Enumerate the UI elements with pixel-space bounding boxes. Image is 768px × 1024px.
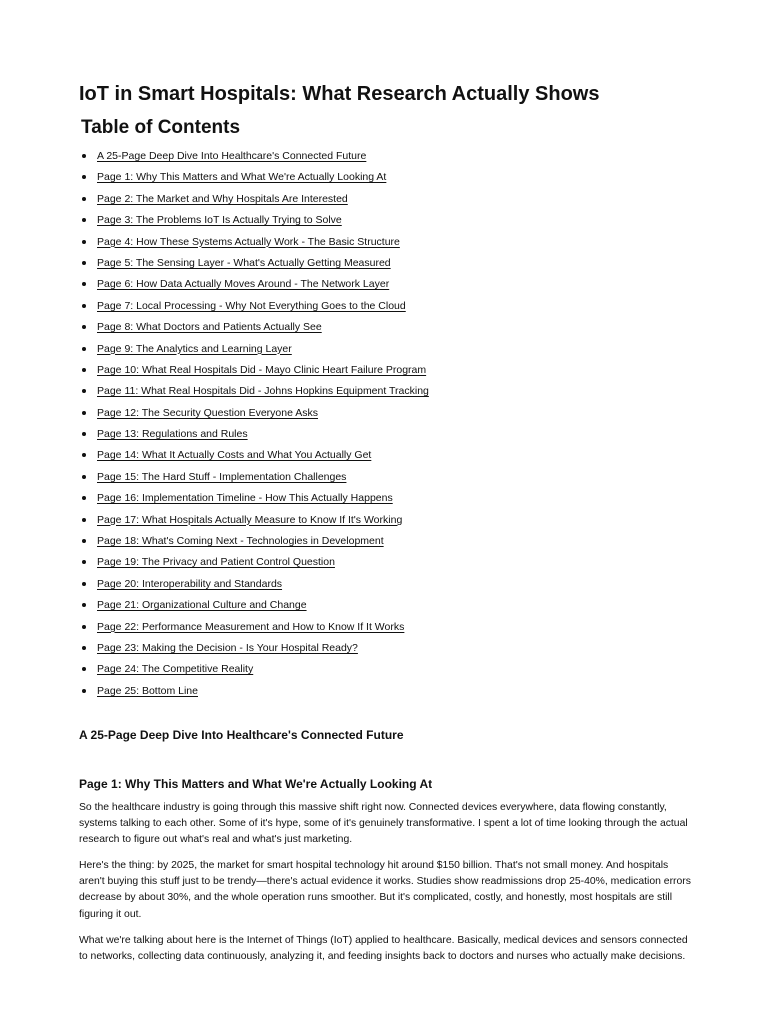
toc-item <box>97 341 429 362</box>
toc-link-page-18[interactable]: Page 18: What's Coming Next - Technologies in Development <box>97 535 384 548</box>
toc-item <box>97 255 429 276</box>
toc-link-page-24[interactable]: Page 24: The Competitive Reality <box>97 663 254 676</box>
toc-item <box>97 148 429 169</box>
toc-link-page-8[interactable]: Page 8: What Doctors and Patients Actually See <box>97 321 322 334</box>
toc-item <box>97 554 429 575</box>
toc-item <box>97 234 429 255</box>
toc-item <box>97 212 429 233</box>
toc-item <box>97 383 429 404</box>
toc-link-page-15[interactable]: Page 15: The Hard Stuff - Implementation Challenges <box>97 470 347 483</box>
toc-link-page-25[interactable]: Page 25: Bottom Line <box>97 684 198 697</box>
toc-link-page-21[interactable]: Page 21: Organizational Culture and Change <box>97 599 307 612</box>
toc-heading: Table of Contents <box>81 117 241 138</box>
toc-item <box>97 447 429 468</box>
toc-link-page-19[interactable]: Page 19: The Privacy and Patient Control Question <box>97 556 335 569</box>
toc-item <box>97 169 429 190</box>
toc-link-page-11[interactable]: Page 11: What Real Hospitals Did - Johns Hopkins Equipment Tracking <box>97 385 429 398</box>
body-paragraph: What we're talking about here is the Internet of Things (IoT) applied to healthcare. Basically, medical devices and sensors connected to networks, collecting data continuously, analyzing it, and feeding insights back to doctors and nurses who actually make decisions. <box>79 935 688 963</box>
toc-link-intro[interactable]: A 25-Page Deep Dive Into Healthcare's Connected Future <box>97 150 367 162</box>
toc-item <box>97 362 429 383</box>
toc-item <box>97 276 429 297</box>
toc-item <box>97 576 429 597</box>
toc-link-page-22[interactable]: Page 22: Performance Measurement and How to Know If It Works <box>97 620 405 633</box>
toc-item <box>97 405 429 426</box>
body-paragraph: So the healthcare industry is going through this massive shift right now. Connected devices everywhere, data flowing constantly, systems talking to each other. Some of it's hype, some of it's genuinely transformative. I spent a lot of time looking through the actual research to figure out what's real and what's just marketing. <box>79 802 688 846</box>
toc-link-page-14[interactable]: Page 14: What It Actually Costs and What You Actually Get <box>97 449 372 462</box>
toc-link-page-6[interactable]: Page 6: How Data Actually Moves Around - The Network Layer <box>97 278 390 291</box>
toc-item <box>97 533 429 554</box>
toc-item <box>97 426 429 447</box>
toc-item <box>97 490 429 511</box>
toc-link-page-10[interactable]: Page 10: What Real Hospitals Did - Mayo Clinic Heart Failure Program <box>97 363 427 376</box>
toc-item <box>97 512 429 533</box>
toc-item <box>97 469 429 490</box>
toc-link-page-7[interactable]: Page 7: Local Processing - Why Not Everything Goes to the Cloud <box>97 299 406 312</box>
toc-item <box>97 619 429 640</box>
toc-link-page-20[interactable]: Page 20: Interoperability and Standards <box>97 577 283 590</box>
toc-link-page-13[interactable]: Page 13: Regulations and Rules <box>97 428 248 441</box>
toc-link-page-1[interactable]: Page 1: Why This Matters and What We're Actually Looking At <box>97 171 387 184</box>
toc-link-page-4[interactable]: Page 4: How These Systems Actually Work - The Basic Structure <box>97 235 400 248</box>
toc-link-page-17[interactable]: Page 17: What Hospitals Actually Measure to Know If It's Working <box>97 513 403 526</box>
toc-item <box>97 597 429 618</box>
toc-item <box>97 191 429 212</box>
toc-link-page-3[interactable]: Page 3: The Problems IoT Is Actually Trying to Solve <box>97 214 342 227</box>
toc-item <box>97 683 429 704</box>
toc-item <box>97 319 429 340</box>
body-paragraph: Here's the thing: by 2025, the market for smart hospital technology hit around $150 billion. That's not small money. And hospitals aren't buying this stuff just to be trendy—there's actual evidence it works. Studies show readmissions drop 25-40%, medication errors decrease by about 30%, and the whole operation runs smoother. But it's complicated, costly, and honestly, most hospitals are still figuring it out. <box>79 860 691 920</box>
toc-link-page-5[interactable]: Page 5: The Sensing Layer - What's Actually Getting Measured <box>97 256 391 269</box>
toc-link-page-2[interactable]: Page 2: The Market and Why Hospitals Are Interested <box>97 192 348 205</box>
toc-item <box>97 640 429 661</box>
toc-link-page-16[interactable]: Page 16: Implementation Timeline - How This Actually Happens <box>97 492 393 505</box>
toc-link-page-23[interactable]: Page 23: Making the Decision - Is Your Hospital Ready? <box>97 641 358 654</box>
page-1-section-heading: Page 1: Why This Matters and What We're Actually Looking At <box>79 777 433 791</box>
toc-item <box>97 661 429 682</box>
toc-link-page-12[interactable]: Page 12: The Security Question Everyone Asks <box>97 406 319 419</box>
toc-item <box>97 298 429 319</box>
document-title: IoT in Smart Hospitals: What Research Actually Shows <box>79 83 600 105</box>
toc-link-page-9[interactable]: Page 9: The Analytics and Learning Layer <box>97 342 292 355</box>
intro-section-heading: A 25-Page Deep Dive Into Healthcare's Connected Future <box>79 728 404 742</box>
table-of-contents <box>97 148 429 704</box>
